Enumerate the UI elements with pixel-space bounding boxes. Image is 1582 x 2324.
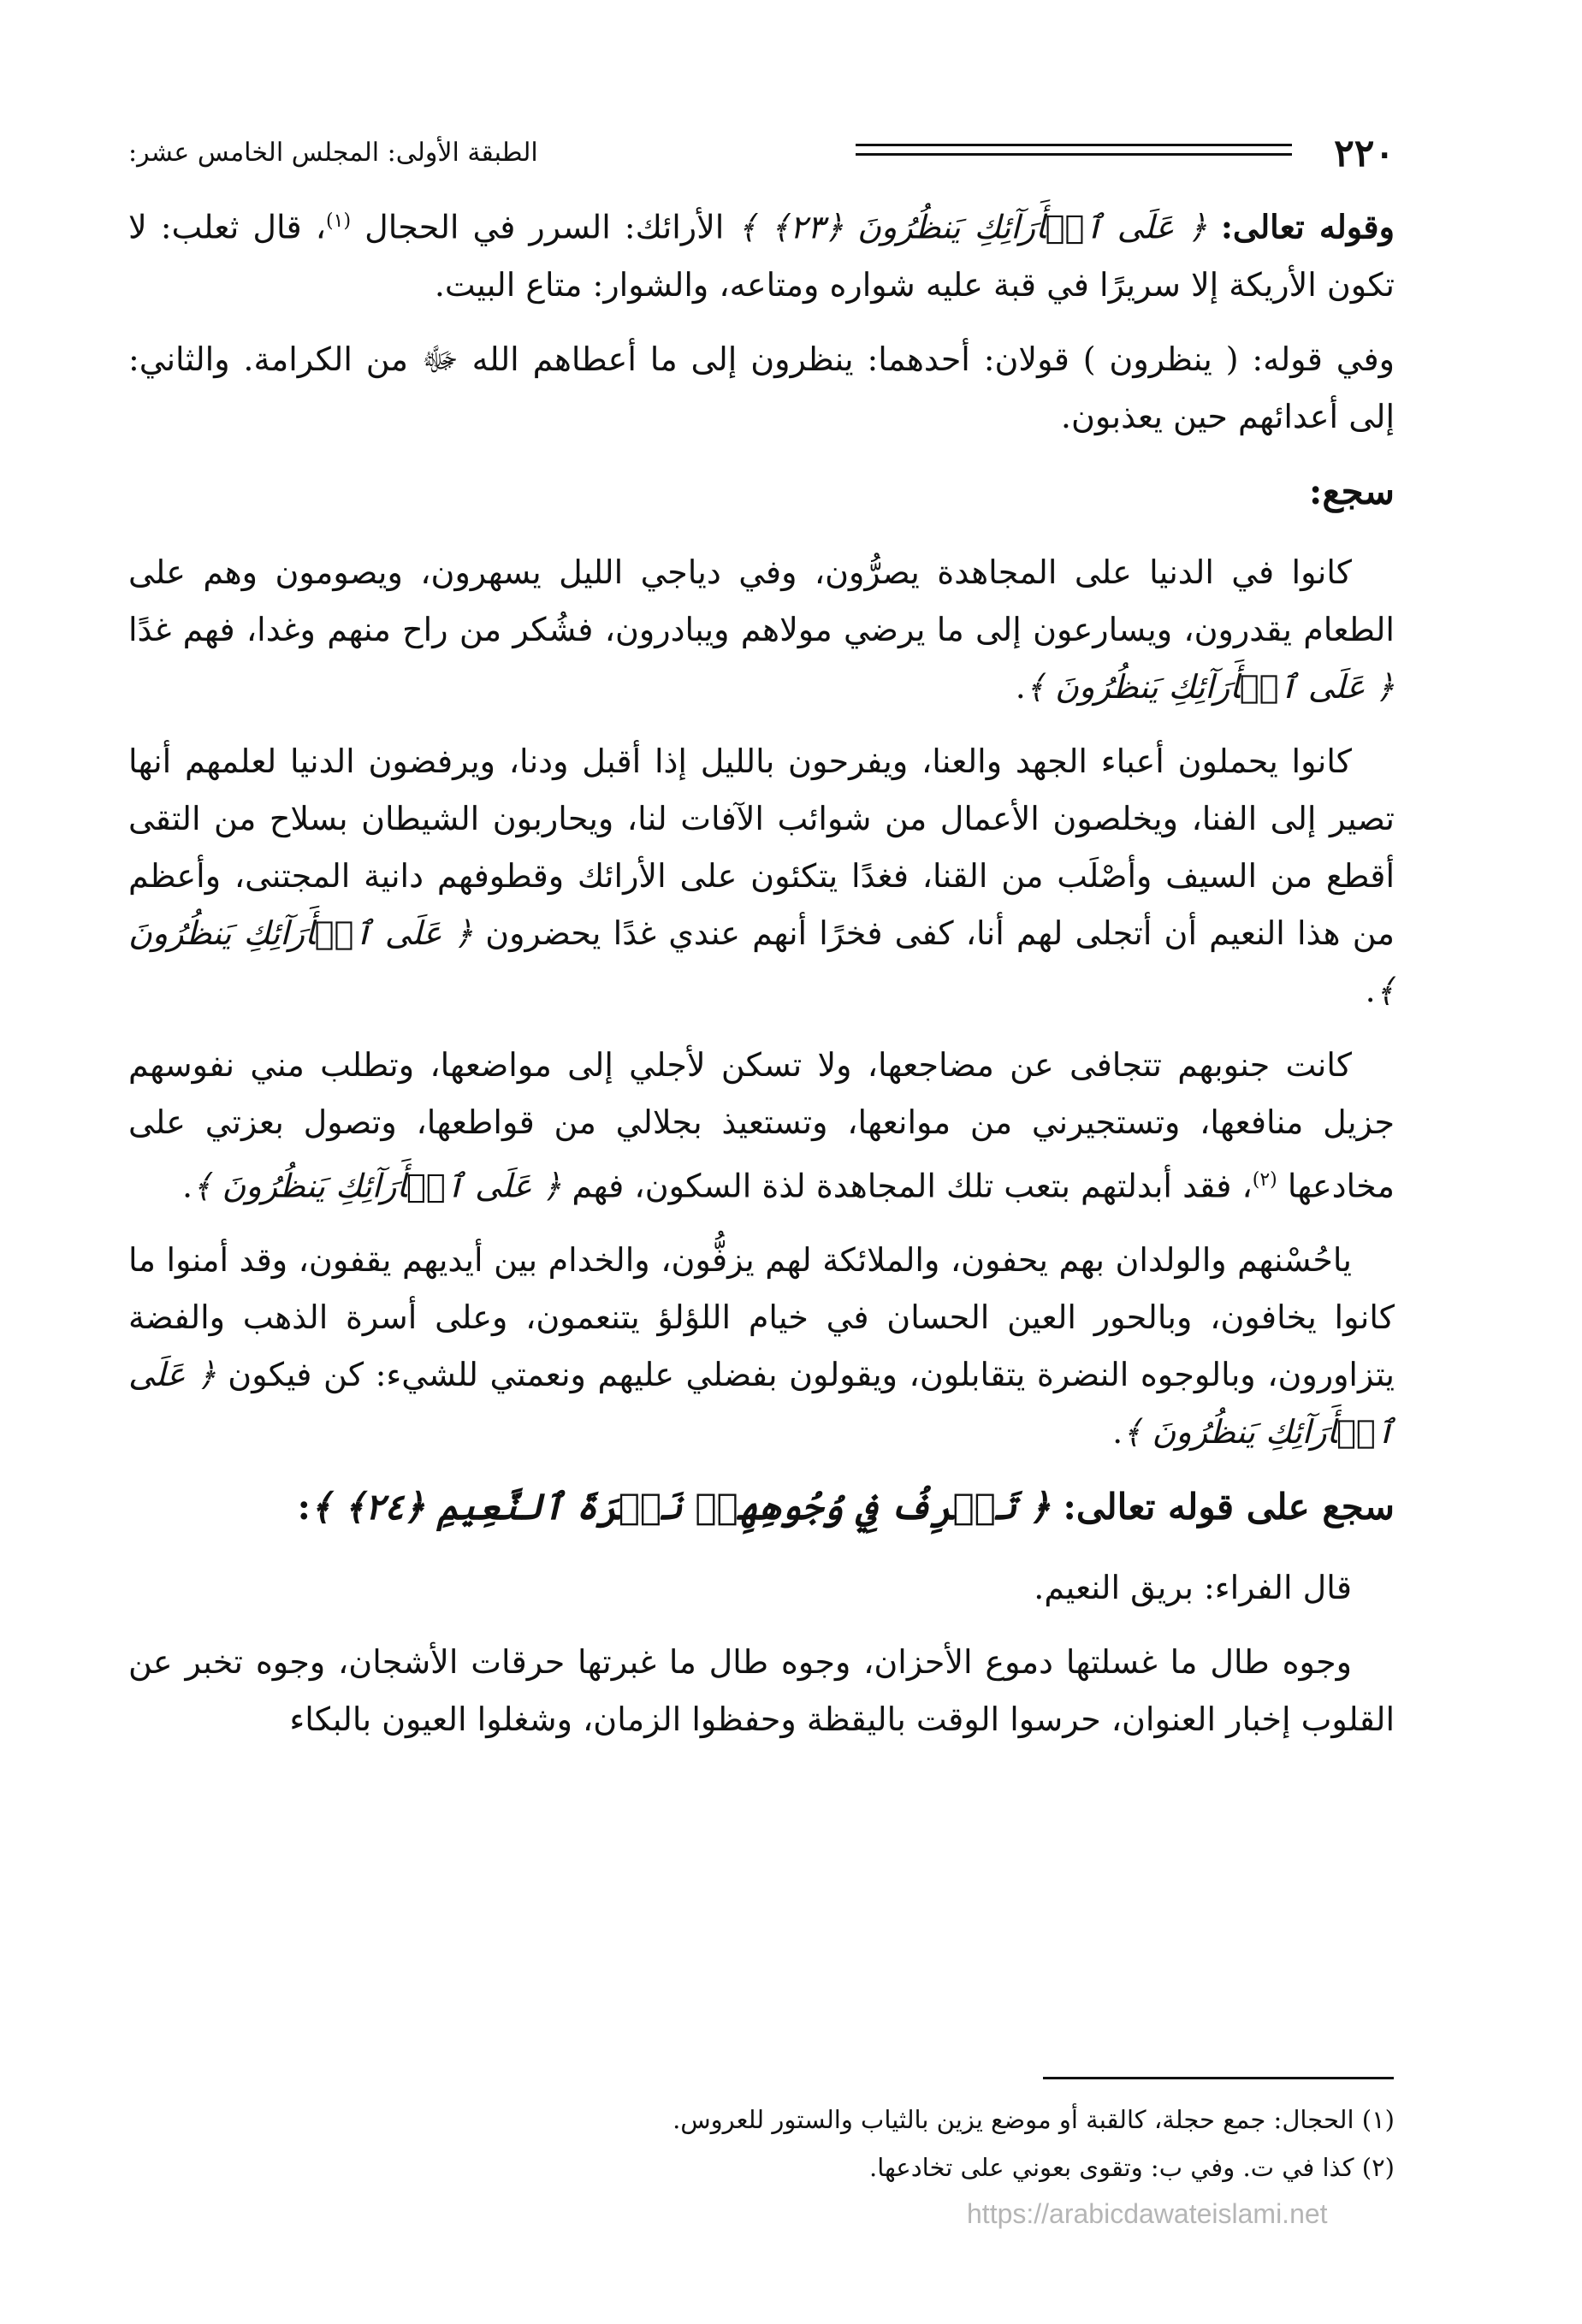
paragraph-text: كانوا في الدنيا على المجاهدة يصرُّون، وفي دياجي الليل يسهرون، ويصومون وهم على الطعام يقدرون، ويسارعون إلى ما يرضي مولاهم ويبادرون، فشُكر من راح منهم وغدا، فهم غدًا bbox=[128, 553, 1395, 648]
running-header bbox=[128, 128, 1395, 180]
footnote-1: (١) الحجال: جمع حجلة، كالقبة أو موضع يزين بالثياب والستور للعروس. bbox=[672, 2105, 1395, 2134]
paragraph-6 bbox=[128, 1232, 1395, 1461]
paragraph-1 bbox=[128, 192, 1395, 314]
paragraph-text: الأرائك: السرر في الحجال bbox=[351, 208, 725, 246]
footnote-rule bbox=[1043, 2077, 1394, 2079]
quran-verse: ﴿ عَلَى ٱلۡأَرَآئِكِ يَنظُرُونَ ﴾ bbox=[1025, 667, 1395, 706]
paragraph-7: قال الفراء: بريق النعيم. bbox=[1034, 1569, 1352, 1607]
footnote-ref[interactable]: (١) bbox=[326, 210, 352, 232]
heading-text: سجع على قوله تعالى: bbox=[1050, 1486, 1395, 1529]
watermark-url: https://arabicdawateislami.net bbox=[967, 2198, 1328, 2229]
paragraph-2: وفي قوله: ( ينظرون ) قولان: أحدهما: ينظرون إلى ما أعطاهم الله ﷻ من الكرامة. والثاني: إلى أعدائهم حين يعذبون. bbox=[128, 340, 1395, 435]
footnote-ref[interactable]: (٢) bbox=[1252, 1168, 1277, 1191]
header-title: الطبقة الأولى: المجلس الخامس عشر: bbox=[128, 138, 538, 168]
paragraph-text: كانت جنوبهم تتجافى عن مضاجعها، ولا تسكن لأجلي إلى مواضعها، وتطلب مني نفوسهم جزيل منافعها، وتستجيرني من موانعها، وتستعيذ بجلالي من قواطعها، وتصول بعزتي على مخادعها bbox=[128, 1045, 1395, 1205]
paragraph-8: وجوه طال ما غسلتها دموع الأحزان، وجوه طال ما غبرتها حرقات الأشجان، وجوه تخبر عن القلوب إخبار العنوان، حرسوا الوقت باليقظة وحفظوا الزمان، وشغلوا العيون بالبكاء bbox=[128, 1643, 1395, 1739]
paragraph-end: . bbox=[182, 1167, 193, 1205]
section-heading: سجع: bbox=[1308, 470, 1395, 512]
paragraph-3 bbox=[128, 544, 1395, 716]
paragraph-text: ، فقد أبدلتهم بتعب تلك المجاهدة لذة السكون، فهم bbox=[561, 1167, 1253, 1205]
quran-verse: ﴿ تَعۡرِفُ فِي وُجُوهِهِمۡ نَضۡرَةَ ٱلنَّعِيمِ ﴿٢٤﴾ ﴾ bbox=[311, 1486, 1051, 1529]
paragraph-end: . bbox=[1365, 971, 1376, 1009]
quran-verse: ﴿ عَلَى ٱلۡأَرَآئِكِ يَنظُرُونَ ﴾ bbox=[193, 1167, 562, 1205]
paragraph-lead: وقوله تعالى: bbox=[1220, 207, 1395, 246]
page-number: ٢٢٠ bbox=[1334, 132, 1395, 175]
paragraph-text: كانوا يحملون أعباء الجهد والعنا، ويفرحون بالليل إذا أقبل ودنا، ويرفضون الدنيا لعلمهم أنها تصير إلى الفنا، ويخلصون الأعمال من شوائب الآفات لنا، ويحاربون الشيطان بسلاح من التقى أقطع من السيف وأصْلَب من القنا، فغدًا يتكئون على الأرائك وقطوفهم دانية المجتنى، وأعظم من هذا النعيم أن أتجلى لهم أنا، كفى فخرًا أنهم عندي غدًا يحضرون bbox=[128, 742, 1395, 952]
section-heading-2 bbox=[128, 1478, 1395, 1535]
quran-verse: ﴿ عَلَى ٱلۡأَرَآئِكِ يَنظُرُونَ ﴿٢٣﴾ ﴾ bbox=[738, 208, 1207, 246]
heading-end: : bbox=[297, 1486, 311, 1529]
paragraph-text: ، قال ثعلب: لا تكون الأريكة إلا سريرًا في قبة عليه شواره ومتاعه، والشوار: متاع البيت. bbox=[128, 208, 1395, 304]
paragraph-4 bbox=[128, 733, 1395, 1020]
paragraph-end: . bbox=[1112, 1413, 1123, 1452]
header-rule bbox=[856, 144, 1292, 156]
quran-verse: ﴿ عَلَى ٱلۡأَرَآئِكِ يَنظُرُونَ ﴾ bbox=[128, 1356, 1395, 1452]
body-text bbox=[128, 192, 1395, 1765]
footnote-2: (٢) كذا في ت. وفي ب: وتقوى بعوني على تخادعها. bbox=[869, 2153, 1395, 2182]
paragraph-5 bbox=[128, 1037, 1395, 1215]
paragraph-end: . bbox=[1015, 667, 1026, 706]
quran-verse: ﴿ عَلَى ٱلۡأَرَآئِكِ يَنظُرُونَ ﴾ bbox=[128, 914, 1395, 1009]
footnotes bbox=[128, 2096, 1395, 2191]
paragraph-text: ياحُسْنهم والولدان بهم يحفون، والملائكة لهم يزفُّون، والخدام بين أيديهم يقفون، وقد أمنوا ما كانوا يخافون، وبالحور العين الحسان في خيام اللؤلؤ يتنعمون، وعلى أسرة الذهب والفضة يتزاورون، وبالوجوه النضرة يتقابلون، ويقولون بفضلي عليهم ونعمتي للشيء: كن فيكون bbox=[128, 1241, 1395, 1394]
